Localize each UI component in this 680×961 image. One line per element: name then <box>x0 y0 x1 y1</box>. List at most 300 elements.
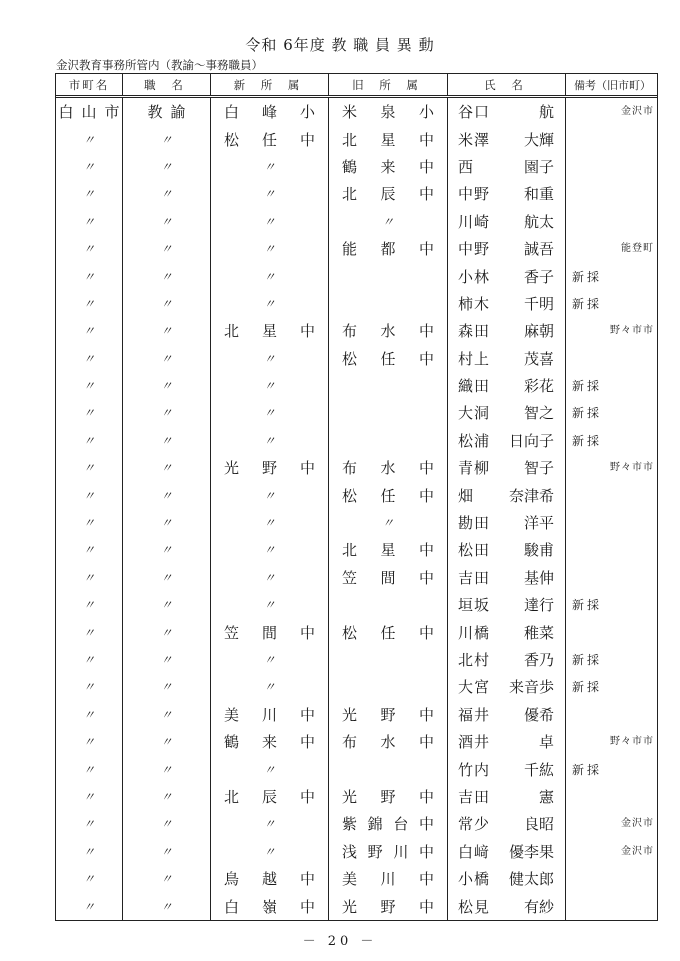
person-name: 垣坂 達行 <box>458 596 554 615</box>
post-cell <box>122 728 210 755</box>
old-affiliation-cell: 光 野 中 <box>328 701 447 728</box>
name-cell <box>447 564 565 591</box>
post-cell <box>122 591 210 618</box>
city-cell <box>56 618 122 645</box>
header-city: 市町名 <box>68 77 110 92</box>
name-cell <box>447 481 565 508</box>
post-cell <box>122 810 210 837</box>
city-cell-text: 〃 <box>82 598 95 613</box>
city-cell-text: 〃 <box>82 844 95 859</box>
person-name: 大宮 来音歩 <box>458 678 554 697</box>
old-affiliation-cell: 浅 野 川 中 <box>328 838 447 865</box>
city-cell <box>56 345 122 372</box>
post-cell-text: 〃 <box>160 570 173 585</box>
name-cell <box>447 783 565 810</box>
table-row <box>56 618 657 645</box>
remarks-cell <box>565 372 659 399</box>
name-cell <box>447 153 565 180</box>
city-cell-text: 〃 <box>82 762 95 777</box>
city-cell-text: 〃 <box>82 187 95 202</box>
person-name: 中野 誠吾 <box>458 240 554 259</box>
table-row <box>56 673 657 700</box>
table-row <box>56 427 657 454</box>
person-name: 北村 香乃 <box>458 651 554 669</box>
person-name: 織田 彩花 <box>458 377 554 396</box>
post-cell <box>122 564 210 591</box>
old-affiliation-cell: 北 星 中 <box>328 536 447 563</box>
person-name: 柿木 千明 <box>458 294 554 313</box>
city-cell-text: 〃 <box>82 242 95 257</box>
name-cell <box>447 509 565 536</box>
city-cell-text: 〃 <box>82 570 95 585</box>
person-name: 村上 茂喜 <box>458 349 554 368</box>
header-post: 職 名 <box>122 74 210 95</box>
new-affiliation-cell: 〃 <box>210 591 328 618</box>
city-cell-text: 〃 <box>82 817 95 832</box>
post-cell-text: 〃 <box>160 735 173 750</box>
remarks-cell <box>565 180 659 207</box>
old-affiliation-cell: 布 水 中 <box>328 317 447 344</box>
city-cell <box>56 427 122 454</box>
new-affiliation-cell: 〃 <box>210 180 328 207</box>
name-cell <box>447 372 565 399</box>
table-row <box>56 208 657 235</box>
new-hire-tag: 新採 <box>572 680 603 695</box>
name-cell <box>447 454 565 481</box>
new-affiliation-cell: 〃 <box>210 262 328 289</box>
name-cell <box>447 125 565 152</box>
post-cell <box>122 208 210 235</box>
person-name: 川橋 稚菜 <box>458 623 554 642</box>
post-cell-text: 〃 <box>160 132 173 147</box>
city-cell-text: 〃 <box>82 406 95 421</box>
table-row <box>56 892 657 919</box>
remarks-cell <box>565 838 659 865</box>
city-cell <box>56 481 122 508</box>
remarks-cell <box>565 810 659 837</box>
post-cell-text: 〃 <box>160 433 173 448</box>
old-affiliation-cell <box>328 399 447 426</box>
post-cell <box>122 262 210 289</box>
city-cell-text: 〃 <box>82 789 95 804</box>
post-cell <box>122 180 210 207</box>
name-cell <box>447 262 565 289</box>
old-affiliation-cell: 〃 <box>328 208 447 235</box>
post-cell <box>122 755 210 782</box>
person-name: 松浦 日向子 <box>458 431 554 450</box>
old-city-text: 野々市市 <box>610 325 654 337</box>
table-row <box>56 838 657 865</box>
person-name: 吉田 憲 <box>458 787 554 806</box>
remarks-cell <box>565 728 659 755</box>
name-cell <box>447 427 565 454</box>
personnel-table <box>55 73 658 921</box>
person-name: 畑 奈津希 <box>458 486 554 505</box>
city-cell <box>56 399 122 426</box>
old-city-text: 野々市市 <box>610 735 654 747</box>
remarks-cell <box>565 125 659 152</box>
old-affiliation-cell: 布 水 中 <box>328 454 447 481</box>
post-cell <box>122 838 210 865</box>
new-affiliation-cell: 〃 <box>210 235 328 262</box>
header-old-affiliation: 旧 所 属 <box>328 74 447 95</box>
old-affiliation-cell <box>328 755 447 782</box>
post-cell-text: 〃 <box>160 707 173 722</box>
city-cell <box>56 317 122 344</box>
name-cell <box>447 755 565 782</box>
new-affiliation-cell: 〃 <box>210 646 328 673</box>
new-affiliation-cell: 〃 <box>210 399 328 426</box>
name-cell <box>447 838 565 865</box>
post-cell <box>122 673 210 700</box>
table-row <box>56 262 657 289</box>
new-affiliation-cell: 〃 <box>210 755 328 782</box>
post-cell-text: 教諭 <box>147 103 194 122</box>
name-cell <box>447 290 565 317</box>
city-cell <box>56 892 122 919</box>
table-row <box>56 345 657 372</box>
new-affiliation-cell: 〃 <box>210 509 328 536</box>
person-name: 小橋 健太郎 <box>458 870 554 889</box>
old-city-text: 金沢市 <box>621 818 654 830</box>
person-name: 米澤 大輝 <box>458 130 554 149</box>
post-cell-text: 〃 <box>160 187 173 202</box>
city-cell <box>56 673 122 700</box>
person-name: 酒井 卓 <box>458 733 554 752</box>
person-name: 吉田 基伸 <box>458 568 554 587</box>
old-affiliation-cell: 美 川 中 <box>328 865 447 892</box>
post-cell-text: 〃 <box>160 789 173 804</box>
city-cell <box>56 98 128 125</box>
post-cell-text: 〃 <box>160 872 173 887</box>
name-cell <box>447 591 565 618</box>
new-affiliation-cell: 松 任 中 <box>210 125 328 152</box>
table-row <box>56 481 657 508</box>
old-affiliation-cell: 光 野 中 <box>328 892 447 919</box>
header-remarks: 備考（旧市町） <box>565 74 659 95</box>
new-affiliation-cell: 笠 間 中 <box>210 618 328 645</box>
city-cell <box>56 536 122 563</box>
new-affiliation-cell: 〃 <box>210 536 328 563</box>
old-affiliation-cell: 米 泉 小 <box>328 98 447 125</box>
table-row <box>56 153 657 180</box>
city-cell-text: 〃 <box>82 707 95 722</box>
city-cell <box>56 180 122 207</box>
old-affiliation-cell <box>328 372 447 399</box>
header-new-affiliation: 新 所 属 <box>210 74 328 95</box>
old-affiliation-cell <box>328 262 447 289</box>
new-hire-tag: 新採 <box>572 762 603 777</box>
post-cell-text: 〃 <box>160 159 173 174</box>
new-hire-tag: 新採 <box>572 653 603 667</box>
old-city-text: 野々市市 <box>610 462 654 474</box>
remarks-cell <box>565 865 659 892</box>
new-affiliation-cell: 鶴 来 中 <box>210 728 328 755</box>
post-cell-text: 〃 <box>160 625 173 640</box>
remarks-cell <box>565 536 659 563</box>
table-row <box>56 290 657 317</box>
post-cell-text: 〃 <box>160 351 173 366</box>
remarks-cell <box>565 591 659 618</box>
name-cell <box>447 728 565 755</box>
old-affiliation-cell: 北 辰 中 <box>328 180 447 207</box>
old-affiliation-cell: 能 都 中 <box>328 235 447 262</box>
city-cell <box>56 454 122 481</box>
new-affiliation-cell: 〃 <box>210 345 328 372</box>
new-affiliation-cell: 〃 <box>210 564 328 591</box>
post-cell-text: 〃 <box>160 406 173 421</box>
table-row <box>56 180 657 207</box>
post-cell <box>122 399 210 426</box>
city-cell <box>56 208 122 235</box>
person-name: 西 園子 <box>458 157 554 176</box>
old-affiliation-cell: 鶴 来 中 <box>328 153 447 180</box>
remarks-cell <box>565 262 659 289</box>
city-cell <box>56 372 122 399</box>
city-cell <box>56 810 122 837</box>
old-affiliation-cell: 紫 錦 台 中 <box>328 810 447 837</box>
person-name: 白﨑 優李果 <box>458 842 554 861</box>
table-row <box>56 235 657 262</box>
table-row <box>56 564 657 591</box>
post-cell-text: 〃 <box>160 242 173 257</box>
person-name: 竹内 千紘 <box>458 760 554 779</box>
post-cell-text: 〃 <box>160 680 173 695</box>
old-affiliation-cell <box>328 290 447 317</box>
old-affiliation-cell <box>328 646 447 673</box>
table-row <box>56 509 657 536</box>
name-cell <box>447 98 565 125</box>
table-header-row <box>56 74 657 98</box>
post-cell <box>122 98 210 125</box>
table-row <box>56 454 657 481</box>
old-affiliation-cell: 光 野 中 <box>328 783 447 810</box>
person-name: 小林 香子 <box>458 267 554 286</box>
post-cell-text: 〃 <box>160 762 173 777</box>
remarks-cell <box>565 701 659 728</box>
person-name: 谷口 航 <box>458 103 554 122</box>
post-cell <box>122 125 210 152</box>
person-name: 福井 優希 <box>458 705 554 724</box>
person-name: 勘田 洋平 <box>458 514 554 533</box>
old-affiliation-cell: 布 水 中 <box>328 728 447 755</box>
post-cell-text: 〃 <box>160 844 173 859</box>
city-cell <box>56 838 122 865</box>
table-row <box>56 783 657 810</box>
new-affiliation-cell: 白 峰 小 <box>210 98 328 125</box>
city-cell-text: 〃 <box>82 543 95 558</box>
old-affiliation-cell: 笠 間 中 <box>328 564 447 591</box>
table-row <box>56 372 657 399</box>
person-name: 森田 麻朝 <box>458 322 554 341</box>
new-affiliation-cell: 〃 <box>210 810 328 837</box>
post-cell-text: 〃 <box>160 817 173 832</box>
post-cell <box>122 290 210 317</box>
table-row <box>56 317 657 344</box>
city-cell-text: 〃 <box>82 735 95 750</box>
table-row <box>56 399 657 426</box>
name-cell <box>447 810 565 837</box>
new-hire-tag: 新採 <box>572 433 603 448</box>
new-hire-tag: 新採 <box>572 406 603 421</box>
new-affiliation-cell: 〃 <box>210 153 328 180</box>
post-cell-text: 〃 <box>160 598 173 613</box>
name-cell <box>447 536 565 563</box>
city-cell-text: 〃 <box>82 653 95 667</box>
city-cell-text: 〃 <box>82 680 95 695</box>
remarks-cell <box>565 153 659 180</box>
remarks-cell <box>565 509 659 536</box>
remarks-cell <box>565 399 659 426</box>
city-cell-text: 〃 <box>82 461 95 476</box>
new-affiliation-cell: 美 川 中 <box>210 701 328 728</box>
post-cell-text: 〃 <box>160 296 173 311</box>
new-affiliation-cell: 〃 <box>210 372 328 399</box>
new-affiliation-cell: 〃 <box>210 427 328 454</box>
post-cell <box>122 427 210 454</box>
remarks-cell <box>565 427 659 454</box>
old-affiliation-cell: 松 任 中 <box>328 481 447 508</box>
remarks-cell <box>565 208 659 235</box>
new-hire-tag: 新採 <box>572 269 603 284</box>
table-row <box>56 728 657 755</box>
post-cell-text: 〃 <box>160 461 173 476</box>
city-cell-text: 〃 <box>82 324 95 339</box>
city-cell-text: 〃 <box>82 379 95 394</box>
old-affiliation-cell: 松 任 中 <box>328 618 447 645</box>
remarks-cell <box>565 564 659 591</box>
person-name: 川崎 航太 <box>458 212 554 231</box>
city-cell-text: 〃 <box>82 132 95 147</box>
old-affiliation-cell: 〃 <box>328 509 447 536</box>
new-affiliation-cell: 〃 <box>210 838 328 865</box>
remarks-cell <box>565 673 659 700</box>
city-cell <box>56 290 122 317</box>
city-cell <box>56 701 122 728</box>
document-subtitle: 金沢教育事務所管内（教諭～事務職員） <box>56 58 263 72</box>
city-cell-text: 〃 <box>82 625 95 640</box>
city-cell-text: 〃 <box>82 351 95 366</box>
city-cell <box>56 783 122 810</box>
name-cell <box>447 180 565 207</box>
city-cell-text: 〃 <box>82 488 95 503</box>
table-row <box>56 646 657 673</box>
table-row <box>56 810 657 837</box>
post-cell <box>122 892 210 919</box>
table-row <box>56 865 657 892</box>
person-name: 松田 駿甫 <box>458 541 554 560</box>
post-cell-text: 〃 <box>160 324 173 339</box>
old-affiliation-cell: 松 任 中 <box>328 345 447 372</box>
table-row <box>56 591 657 618</box>
name-cell <box>447 701 565 728</box>
city-cell <box>56 235 122 262</box>
city-cell-text: 〃 <box>82 296 95 311</box>
city-cell <box>56 865 122 892</box>
remarks-cell <box>565 618 659 645</box>
old-city-text: 金沢市 <box>621 106 654 117</box>
city-cell <box>56 262 122 289</box>
person-name: 常少 良昭 <box>458 815 554 834</box>
new-affiliation-cell: 光 野 中 <box>210 454 328 481</box>
document-title: 令和 6年度 教 職 員 異 動 <box>245 36 435 54</box>
post-cell-text: 〃 <box>160 653 173 667</box>
new-affiliation-cell: 〃 <box>210 673 328 700</box>
remarks-cell <box>565 481 659 508</box>
post-cell <box>122 536 210 563</box>
name-cell <box>447 235 565 262</box>
post-cell-text: 〃 <box>160 543 173 558</box>
remarks-cell <box>565 646 659 673</box>
city-cell-text: 〃 <box>82 269 95 284</box>
post-cell-text: 〃 <box>160 379 173 394</box>
city-cell <box>56 509 122 536</box>
remarks-cell <box>565 755 659 782</box>
remarks-cell <box>565 892 659 919</box>
remarks-cell <box>565 345 659 372</box>
name-cell <box>447 208 565 235</box>
city-cell-text: 〃 <box>82 516 95 531</box>
post-cell-text: 〃 <box>160 214 173 229</box>
city-cell-text: 〃 <box>82 872 95 887</box>
post-cell <box>122 317 210 344</box>
old-city-text: 金沢市 <box>621 845 654 857</box>
post-cell <box>122 701 210 728</box>
post-cell <box>122 153 210 180</box>
table-row <box>56 125 657 152</box>
header-name: 氏 名 <box>447 74 565 95</box>
old-affiliation-cell <box>328 591 447 618</box>
post-cell-text: 〃 <box>160 269 173 284</box>
new-affiliation-cell: 北 辰 中 <box>210 783 328 810</box>
old-affiliation-cell: 北 星 中 <box>328 125 447 152</box>
new-hire-tag: 新採 <box>572 598 603 613</box>
city-cell <box>56 755 122 782</box>
city-cell <box>56 728 122 755</box>
person-name: 中野 和重 <box>458 185 554 204</box>
post-cell <box>122 618 210 645</box>
name-cell <box>447 673 565 700</box>
post-cell <box>122 783 210 810</box>
city-cell-text: 〃 <box>82 899 95 914</box>
new-affiliation-cell: 鳥 越 中 <box>210 865 328 892</box>
person-name: 松見 有紗 <box>458 897 554 916</box>
post-cell <box>122 454 210 481</box>
table-row <box>56 701 657 728</box>
post-cell-text: 〃 <box>160 899 173 914</box>
post-cell-text: 〃 <box>160 516 173 531</box>
old-affiliation-cell <box>328 427 447 454</box>
table-row <box>56 755 657 782</box>
city-cell <box>56 646 122 673</box>
remarks-cell <box>565 235 659 262</box>
post-cell <box>122 509 210 536</box>
new-affiliation-cell: 白 嶺 中 <box>210 892 328 919</box>
person-name: 大洞 智之 <box>458 404 554 423</box>
post-cell <box>122 865 210 892</box>
person-name: 青柳 智子 <box>458 459 554 478</box>
table-row <box>56 98 657 125</box>
table-row <box>56 536 657 563</box>
name-cell <box>447 865 565 892</box>
new-affiliation-cell: 〃 <box>210 208 328 235</box>
name-cell <box>447 317 565 344</box>
post-cell <box>122 646 210 673</box>
remarks-cell <box>565 98 659 125</box>
city-cell-text: 〃 <box>82 214 95 229</box>
post-cell <box>122 481 210 508</box>
city-cell <box>56 564 122 591</box>
